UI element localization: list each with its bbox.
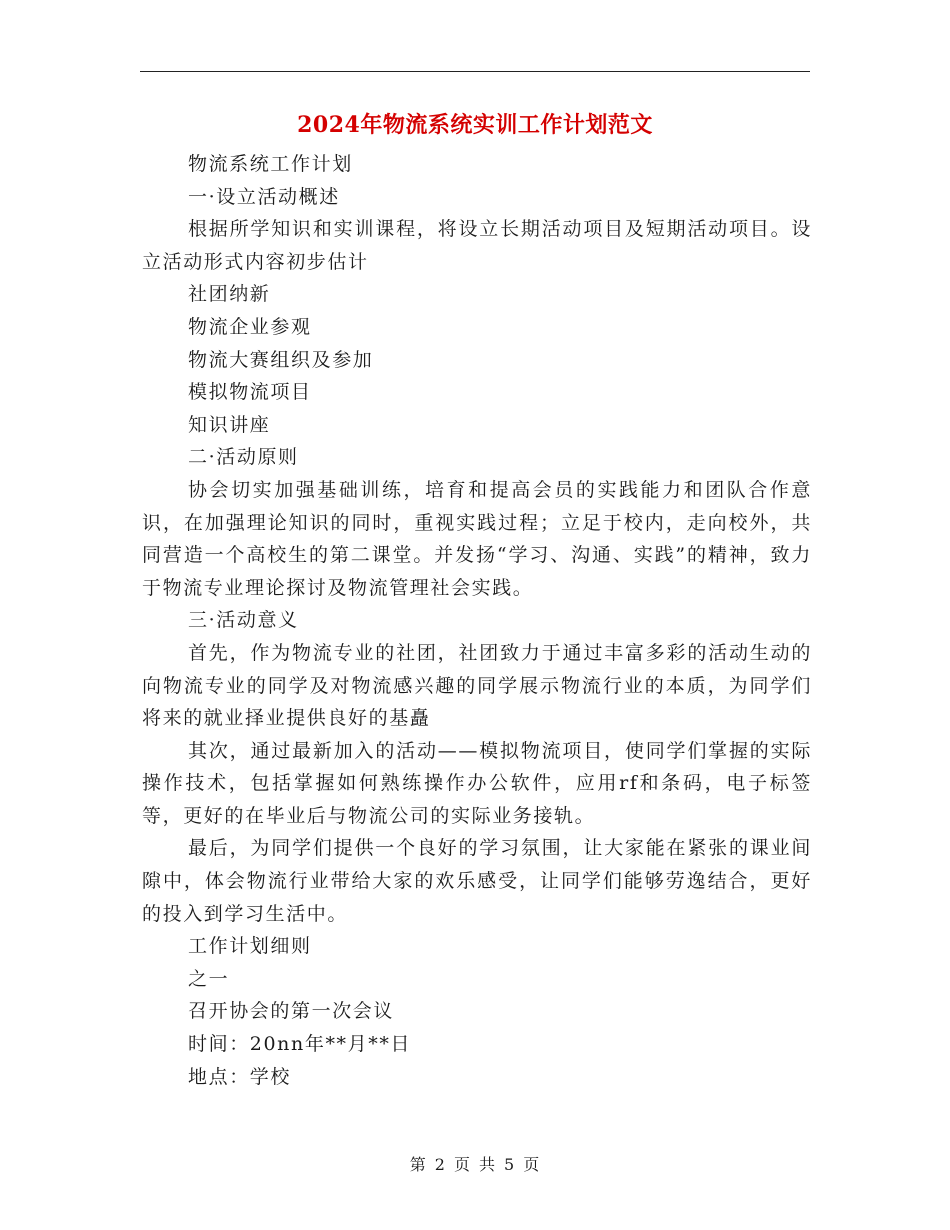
- paragraph-significance-first: 首先，作为物流专业的社团，社团致力于通过丰富多彩的活动生动的向物流专业的同学及对物流感兴趣的同学展示物流行业的本质，为同学们将来的就业择业提供良好的基矗: [142, 641, 812, 730]
- paragraph-significance-last: 最后，为同学们提供一个良好的学习氛围，让大家能在紧张的课业间隙中，体会物流行业带给大家的欢乐感受，让同学们能够劳逸结合，更好的投入到学习生活中。: [142, 837, 812, 925]
- section-heading-3: 三·活动意义: [188, 609, 299, 632]
- paragraph-principles: 协会切实加强基础训练，培育和提高会员的实践能力和团队合作意识，在加强理论知识的同时，重视实践过程；立足于校内，走向校外，共同营造一个高校生的第二课堂。并发扬“学习、沟通、实践”的精神，致力于物流专业理论探讨及物流管理社会实践。: [142, 478, 812, 599]
- document-title: 2024年物流系统实训工作计划范文: [297, 112, 653, 138]
- detail-item-location: 地点：学校: [188, 1065, 292, 1088]
- page-footer: [0, 1152, 950, 1175]
- footer-prefix: 第: [409, 1155, 427, 1174]
- detail-item-number: 之一: [188, 967, 230, 990]
- footer-total-pages: 5: [504, 1155, 516, 1174]
- detail-item-title: 召开协会的第一次会议: [188, 1000, 395, 1023]
- footer-page-label: 页: [453, 1155, 471, 1174]
- document-body: [142, 148, 812, 1093]
- footer-total-label: 共: [479, 1155, 497, 1174]
- footer-suffix: 页: [523, 1155, 541, 1174]
- list-item: 知识讲座: [188, 413, 271, 436]
- section-heading-1: 一·设立活动概述: [188, 185, 340, 208]
- paragraph-overview: 根据所学知识和实训课程，将设立长期活动项目及短期活动项目。设立活动形式内容初步估计: [142, 218, 812, 273]
- section-heading-2: 二·活动原则: [188, 446, 299, 469]
- detail-item-time: 时间：20nn年**月**日: [188, 1033, 412, 1056]
- list-item: 模拟物流项目: [188, 381, 312, 404]
- paragraph-significance-second: 其次，通过最新加入的活动——模拟物流项目，使同学们掌握的实际操作技术，包括掌握如何熟练操作办公软件，应用rf和条码，电子标签等，更好的在毕业后与物流公司的实际业务接轨。: [142, 739, 812, 827]
- header-rule: [140, 71, 810, 72]
- list-item: 物流大赛组织及参加: [188, 348, 374, 371]
- list-item: 物流企业参观: [188, 315, 312, 338]
- paragraph-plan-heading: 物流系统工作计划: [188, 153, 353, 175]
- footer-page-number: 2: [434, 1155, 446, 1174]
- section-heading-details: 工作计划细则: [188, 935, 312, 958]
- list-item: 社团纳新: [188, 283, 271, 306]
